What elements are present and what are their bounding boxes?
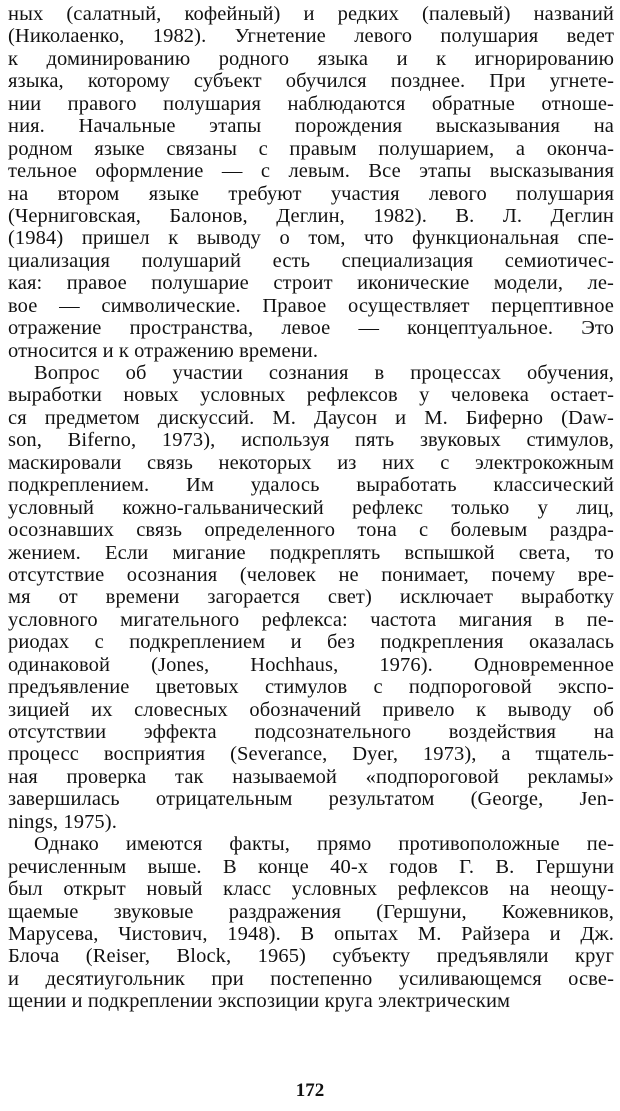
text-line: ная проверка так называемой «подпороговой рекламы» (8, 765, 614, 788)
text-line: Однако имеются факты, прямо противоположные пе- (34, 833, 614, 856)
text-line: условного мигательного рефлекса: частота мигания в пе- (8, 608, 614, 631)
text-line: ся предметом дискуссий. М. Даусон и М. Биферно (Daw- (8, 406, 614, 429)
text-line: nings, 1975). (8, 810, 117, 833)
text-line: тельное оформление — с левым. Все этапы высказывания (8, 160, 614, 183)
text-line: и десятиугольник при постепенно усиливающемся осве- (8, 967, 615, 990)
text-line: был открыт новый класс условных рефлексов на неощу- (8, 878, 615, 901)
text-line: маскировали связь некоторых из них с электрокожным (8, 451, 614, 474)
text-line: щении и подкреплении экспозиции круга электрическим (8, 990, 511, 1013)
text-line: ных (салатный, кофейный) и редких (палевый) названий (8, 3, 615, 25)
text-line: предъявление цветовых стимулов с подпороговой экспо- (8, 676, 614, 699)
text-line: подкреплением. Им удалось выработать классический (8, 474, 615, 497)
text-line: жением. Если мигание подкреплять вспышкой света, то (8, 541, 614, 564)
text-line: (Николаенко, 1982). Угнетение левого полушария ведет (8, 25, 615, 48)
text-line: мя от времени загорается свет) исключает выработку (8, 586, 614, 609)
text-line: родном языке связаны с правым полушарием, а оконча- (8, 137, 615, 160)
text-line: речисленным выше. В конце 40-х годов Г. В. Гершуни (8, 855, 615, 878)
text-line: условный кожно-гальванический рефлекс только у лиц, (8, 496, 615, 519)
text-line: завершилась отрицательным результатом (George, Jen- (8, 788, 614, 811)
text-line: языка, которому субъект обучился позднее. При угнете- (8, 70, 615, 93)
text-line: осознавших связь определенного тона с болевым раздра- (8, 519, 614, 542)
text-line: нии правого полушария наблюдаются обратные отноше- (8, 92, 614, 115)
body-text (8, 3, 614, 1013)
text-line: зицией их словесных обозначений привело к выводу об (8, 698, 614, 721)
text-line: отсутствие осознания (человек не понимает, почему вре- (8, 563, 615, 586)
text-line: Блоча (Reiser, Block, 1965) субъекту предъявляли круг (8, 945, 615, 968)
text-line: щаемые звуковые раздражения (Гершуни, Кожевников, (8, 900, 614, 923)
text-line: циализация полушарий есть специализация семиотичес- (8, 249, 614, 272)
page-number: 172 (295, 1080, 325, 1101)
text-line: одинаковой (Jones, Hochhaus, 1976). Одновременное (8, 653, 615, 676)
text-line: (Черниговская, Балонов, Деглин, 1982). В. Л. Деглин (8, 204, 614, 227)
text-line: вое — символические. Правое осуществляет перцептивное (8, 294, 614, 317)
text-line: ния. Начальные этапы порождения высказывания на (8, 115, 614, 138)
text-line: отражение пространства, левое — концептуальное. Это (8, 317, 614, 340)
text-line: выработки новых условных рефлексов у человека остает- (8, 384, 615, 407)
text-line: риодах с подкреплением и без подкрепления оказалась (8, 631, 615, 654)
text-line: к доминированию родного языка и к игнорированию (8, 47, 615, 70)
text-line: (1984) пришел к выводу о том, что функциональная спе- (8, 227, 614, 250)
text-line: son, Biferno, 1973), используя пять звуковых стимулов, (8, 429, 615, 452)
text-line: Марусева, Чистович, 1948). В опытах М. Райзера и Дж. (8, 922, 614, 945)
text-line: процесс восприятия (Severance, Dyer, 1973), а тщатель- (8, 743, 615, 766)
text-line: отсутствии эффекта подсознательного воздействия на (8, 721, 614, 743)
text-line: Вопрос об участии сознания в процессах обучения, (34, 362, 614, 384)
text-line: относится и к отражению времени. (8, 339, 319, 362)
text-line: кая: правое полушарие строит иконические модели, ле- (8, 272, 614, 295)
text-line: на втором языке требуют участия левого полушария (8, 182, 615, 205)
